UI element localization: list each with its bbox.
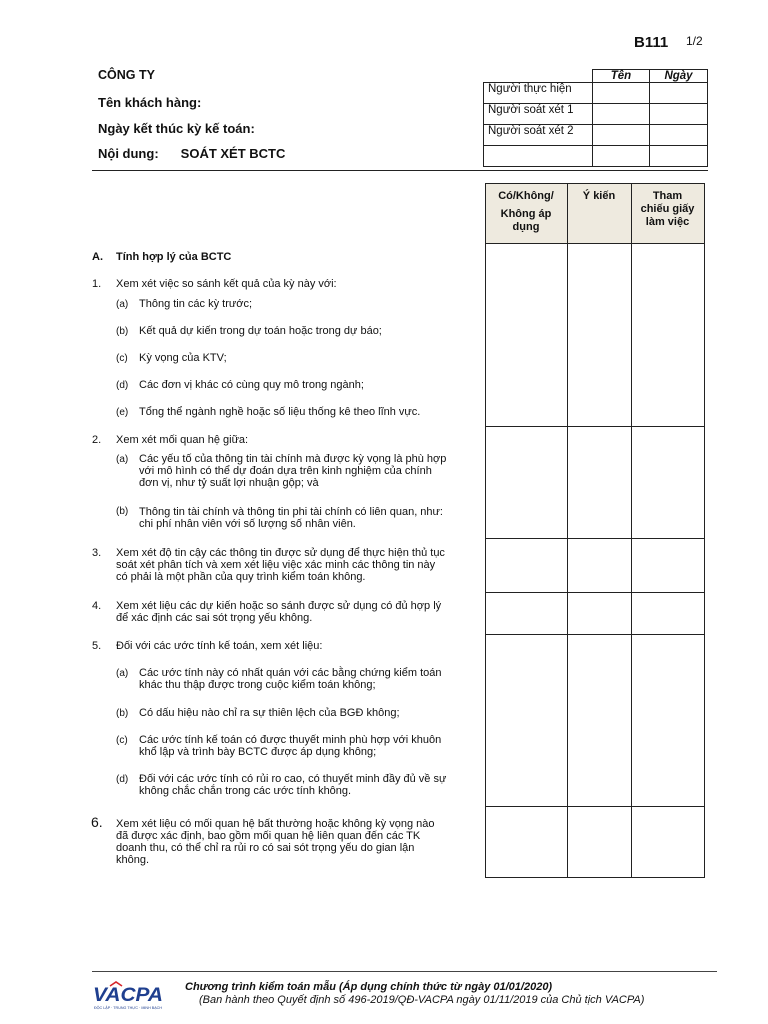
- comment-header: Ý kiến: [582, 190, 616, 202]
- logo-text: VACPA: [93, 985, 163, 1006]
- logo-tagline: ĐỘC LẬP · TRUNG THỰC · MINH BẠCH: [94, 1005, 163, 1010]
- yearend-label: Ngày kết thúc kỳ kế toán:: [98, 121, 255, 136]
- content-row: [98, 146, 285, 161]
- content-label: Nội dung:: [98, 146, 159, 161]
- vacpa-logo: [92, 981, 166, 1011]
- item-number: 6.: [91, 814, 103, 830]
- item-text: Xem xét mối quan hệ giữa:: [116, 434, 249, 446]
- item-number: 5.: [92, 640, 102, 652]
- content-value: SOÁT XÉT BCTC: [180, 146, 286, 161]
- sub-text: Kết quả dự kiến trong dự toán hoặc trong dự báo;: [139, 325, 382, 337]
- item-text: Xem xét việc so sánh kết quả của kỳ này với:: [116, 278, 337, 290]
- response-row-divider: [485, 426, 704, 427]
- item-text: Đối với các ước tính kế toán, xem xét liệu:: [116, 640, 323, 652]
- signoff-date-cell[interactable]: [650, 104, 708, 125]
- signoff-row-preparer: Người thực hiện: [484, 83, 593, 104]
- footer-decision-note: (Ban hành theo Quyết định số 496-2019/QĐ-VACPA ngày 01/11/2019 của Chủ tịch VACPA): [199, 994, 645, 1006]
- signoff-date-header: Ngày: [650, 70, 708, 83]
- response-row-divider: [485, 538, 704, 539]
- item-text: Xem xét liệu các dự kiến hoặc so sánh được sử dụng có đủ hợp lý để xác định các sai sót trọng yếu không.: [116, 600, 442, 624]
- page-number: 1/2: [686, 34, 703, 48]
- footer-divider: [92, 971, 717, 972]
- sub-letter: (b): [116, 708, 129, 719]
- signoff-date-cell[interactable]: [650, 83, 708, 104]
- form-code: B111: [634, 34, 669, 51]
- section-letter: A.: [92, 251, 103, 263]
- company-label: CÔNG TY: [98, 68, 155, 82]
- section-title: Tính hợp lý của BCTC: [116, 251, 232, 263]
- response-row-divider: [485, 806, 704, 807]
- signoff-name-cell[interactable]: [593, 125, 650, 146]
- sub-letter: (e): [116, 407, 129, 418]
- response-row-divider: [485, 592, 704, 593]
- sub-letter: (a): [116, 299, 129, 310]
- signoff-name-cell[interactable]: [593, 83, 650, 104]
- sub-text: Các ước tính này có nhất quán với các bằng chứng kiểm toán khác thu thập được trong cuộc kiểm toán không;: [139, 667, 442, 691]
- response-cell[interactable]: [568, 244, 630, 426]
- sub-text: Tổng thể ngành nghề hoặc số liệu thống kê theo lĩnh vực.: [139, 406, 421, 418]
- sub-letter: (c): [116, 735, 128, 746]
- item-text: Xem xét độ tin cậy các thông tin được sử dụng để thực hiện thủ tục soát xét phân tích và xem xét liệu việc xác minh các thông tin này có phải là một phần của quy trình kiểm toán không.: [116, 547, 445, 583]
- header-divider: [92, 170, 708, 171]
- customer-label: Tên khách hàng:: [98, 95, 202, 110]
- signoff-name-cell[interactable]: [593, 104, 650, 125]
- sub-letter: (b): [116, 326, 129, 337]
- response-cell[interactable]: [486, 244, 566, 426]
- footer-program-title: Chương trình kiểm toán mẫu (Áp dụng chính thức từ ngày 01/01/2020): [185, 981, 553, 993]
- sub-text: Thông tin các kỳ trước;: [139, 298, 253, 310]
- signoff-table: [483, 69, 708, 167]
- item-number: 3.: [92, 547, 102, 559]
- sub-text: Các đơn vị khác có cùng quy mô trong ngành;: [139, 379, 364, 391]
- item-text: Xem xét liệu có mối quan hệ bất thường hoặc không kỳ vọng nào đã được xác định, bao gồm mối quan hệ liên quan đến các TK doanh thu, có thể chỉ ra rủi ro có sai sót trọng yếu do gian lận không.: [116, 818, 435, 866]
- sub-letter: (a): [116, 454, 129, 465]
- sub-text: Các ước tính kế toán có được thuyết minh phù hợp với khuôn khổ lập và trình bày BCTC được áp dụng không;: [139, 734, 442, 758]
- sub-text: Các yếu tố của thông tin tài chính mà được kỳ vọng là phù hợp với mô hình có thể dự đoán dựa trên kinh nghiệm của chính đơn vị, như tỷ suất lợi nhuận gộp; và: [139, 453, 447, 489]
- sub-text: Có dấu hiệu nào chỉ ra sự thiên lệch của BGĐ không;: [139, 707, 400, 719]
- signoff-row-blank: [484, 146, 593, 167]
- sub-text: Đối với các ước tính có rủi ro cao, có thuyết minh đầy đủ về sự không chắc chắn trong các ước tính không.: [139, 773, 447, 797]
- signoff-row-reviewer2: Người soát xét 2: [484, 125, 593, 146]
- yes-no-na-header: Có/Không/ Không áp dụng: [498, 190, 554, 233]
- sub-text: Kỳ vọng của KTV;: [139, 352, 227, 364]
- item-number: 4.: [92, 600, 102, 612]
- signoff-row-reviewer1: Người soát xét 1: [484, 104, 593, 125]
- response-cell[interactable]: [632, 244, 703, 426]
- signoff-date-cell[interactable]: [650, 146, 708, 167]
- item-number: 2.: [92, 434, 102, 446]
- sub-letter: (c): [116, 353, 128, 364]
- signoff-corner: [484, 70, 593, 83]
- sub-letter: (d): [116, 380, 129, 391]
- reference-header: Tham chiếu giấy làm việc: [640, 190, 695, 228]
- sub-letter: (b): [116, 506, 129, 517]
- sub-text: Thông tin tài chính và thông tin phi tài chính có liên quan, như: chi phí nhân viên với số lượng số nhân viên.: [139, 506, 443, 530]
- signoff-name-header: Tên: [593, 70, 650, 83]
- sub-letter: (d): [116, 774, 129, 785]
- sub-letter: (a): [116, 668, 129, 679]
- response-row-divider: [485, 634, 704, 635]
- item-number: 1.: [92, 278, 102, 290]
- signoff-date-cell[interactable]: [650, 125, 708, 146]
- signoff-name-cell[interactable]: [593, 146, 650, 167]
